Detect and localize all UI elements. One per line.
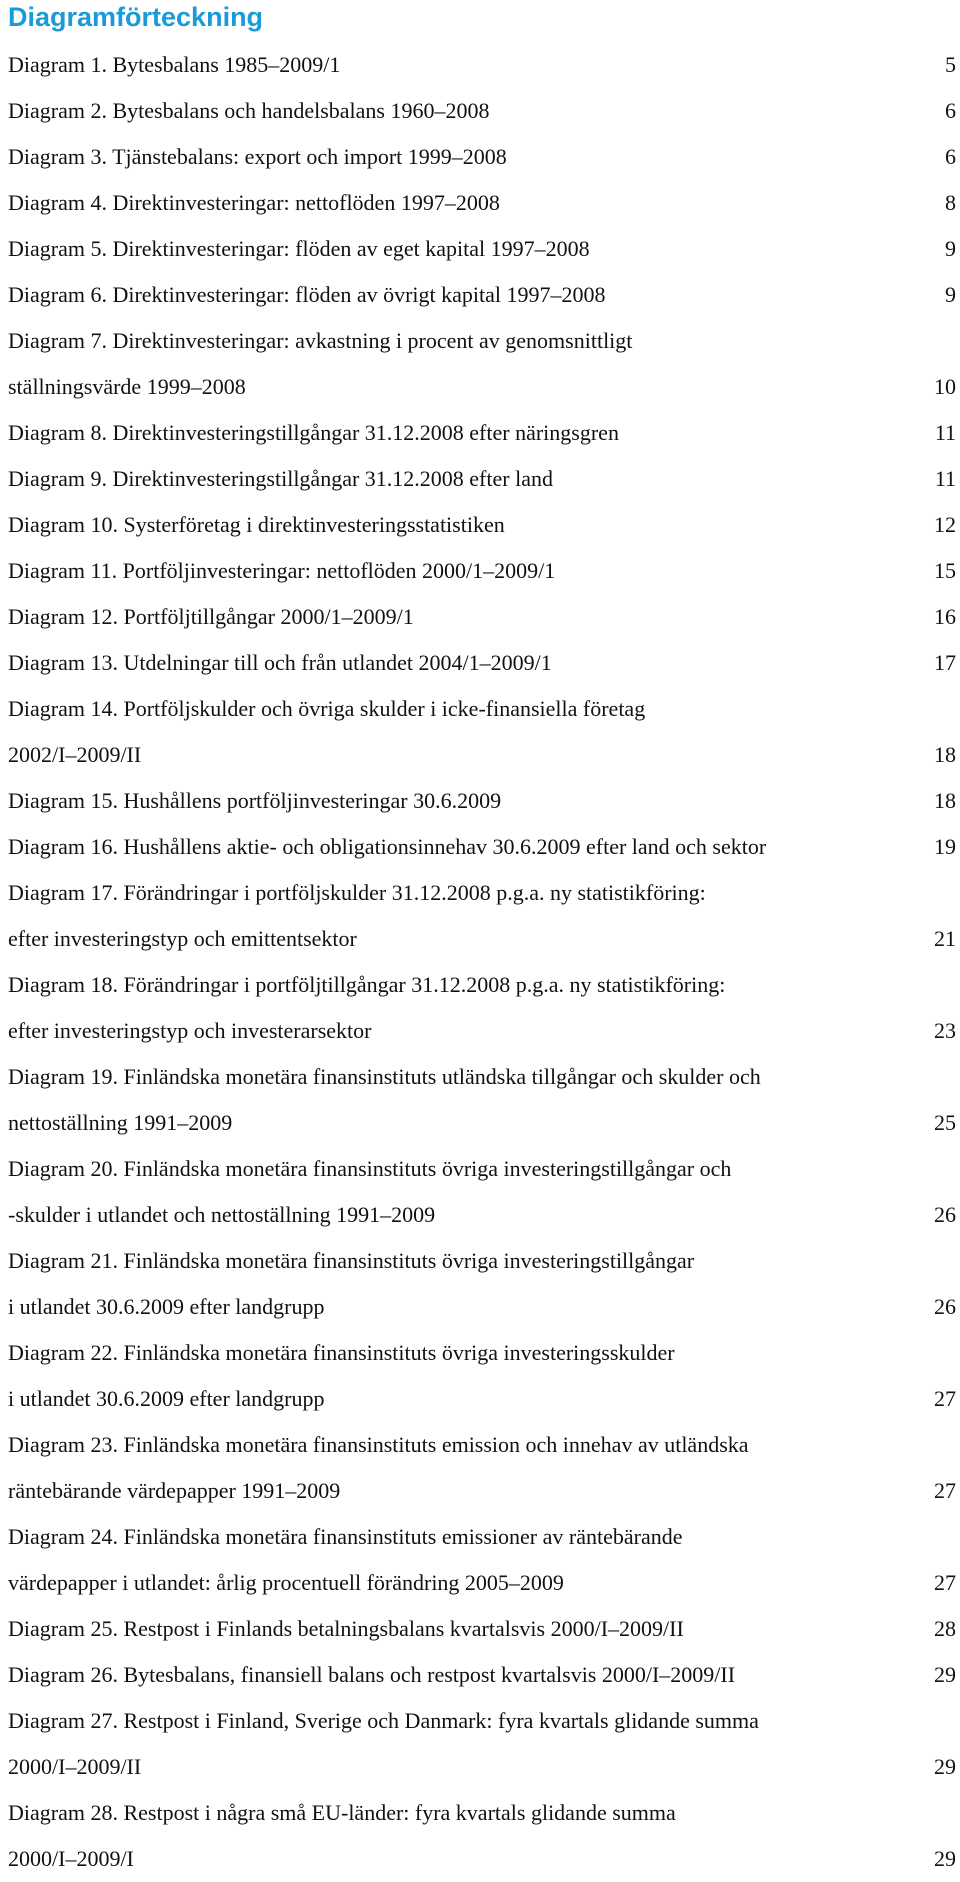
toc-entry-title: 2000/I–2009/II bbox=[8, 1754, 142, 1779]
toc-entry-line bbox=[8, 134, 956, 180]
toc-entry-page-number: 19 bbox=[934, 834, 956, 859]
toc-entry-title: ställningsvärde 1999–2008 bbox=[8, 374, 246, 399]
toc-entry[interactable] bbox=[8, 1422, 956, 1514]
toc-entry-line bbox=[8, 318, 956, 364]
toc-entry-line bbox=[8, 272, 956, 318]
toc-entry-line bbox=[8, 1376, 956, 1422]
toc-entry-page-number: 18 bbox=[934, 788, 956, 813]
toc-entry-title: Diagram 18. Förändringar i portföljtillgångar 31.12.2008 p.g.a. ny statistikföring: bbox=[8, 972, 726, 997]
toc-entry[interactable] bbox=[8, 594, 956, 640]
toc-entry-line bbox=[8, 548, 956, 594]
toc-entry[interactable] bbox=[8, 42, 956, 88]
toc-entry-line bbox=[8, 778, 956, 824]
toc-entry-title: Diagram 15. Hushållens portföljinvesteringar 30.6.2009 bbox=[8, 788, 502, 813]
toc-entry-title: Diagram 20. Finländska monetära finansinstituts övriga investeringstillgångar och bbox=[8, 1156, 732, 1181]
toc-entry-page-number: 27 bbox=[934, 1386, 956, 1411]
toc-entry-title: 2000/I–2009/I bbox=[8, 1846, 134, 1871]
toc-entry-title: Diagram 17. Förändringar i portföljskulder 31.12.2008 p.g.a. ny statistikföring: bbox=[8, 880, 706, 905]
toc-entry[interactable] bbox=[8, 778, 956, 824]
toc-entry-line bbox=[8, 1514, 956, 1560]
toc-entry[interactable] bbox=[8, 318, 956, 410]
toc-entry-page-number: 16 bbox=[934, 604, 956, 629]
toc-entry-line bbox=[8, 410, 956, 456]
toc-entry-line bbox=[8, 824, 956, 870]
toc-entry-title: 2002/I–2009/II bbox=[8, 742, 142, 767]
toc-entry-title: i utlandet 30.6.2009 efter landgrupp bbox=[8, 1386, 325, 1411]
toc-entry-page-number: 5 bbox=[945, 52, 956, 77]
toc-entry-line bbox=[8, 42, 956, 88]
toc-entry-title: Diagram 7. Direktinvesteringar: avkastning i procent av genomsnittligt bbox=[8, 328, 633, 353]
toc-entry[interactable] bbox=[8, 226, 956, 272]
diagram-list bbox=[8, 42, 956, 1882]
toc-entry-title: Diagram 4. Direktinvesteringar: nettoflöden 1997–2008 bbox=[8, 190, 500, 215]
toc-entry-line bbox=[8, 456, 956, 502]
toc-entry[interactable] bbox=[8, 1146, 956, 1238]
toc-entry-page-number: 27 bbox=[934, 1478, 956, 1503]
toc-entry[interactable] bbox=[8, 1790, 956, 1882]
toc-entry-page-number: 10 bbox=[934, 374, 956, 399]
toc-entry-line bbox=[8, 1468, 956, 1514]
toc-entry[interactable] bbox=[8, 1330, 956, 1422]
toc-entry[interactable] bbox=[8, 1606, 956, 1652]
toc-entry-line bbox=[8, 364, 956, 410]
toc-entry[interactable] bbox=[8, 1054, 956, 1146]
toc-entry-line bbox=[8, 1330, 956, 1376]
toc-entry-title: i utlandet 30.6.2009 efter landgrupp bbox=[8, 1294, 325, 1319]
toc-entry-page-number: 18 bbox=[934, 742, 956, 767]
toc-entry-page-number: 17 bbox=[934, 650, 956, 675]
toc-entry-title: Diagram 21. Finländska monetära finansinstituts övriga investeringstillgångar bbox=[8, 1248, 695, 1273]
toc-entry-title: Diagram 26. Bytesbalans, finansiell balans och restpost kvartalsvis 2000/I–2009/II bbox=[8, 1662, 736, 1687]
toc-entry-line bbox=[8, 1790, 956, 1836]
toc-entry-line bbox=[8, 1560, 956, 1606]
toc-entry[interactable] bbox=[8, 548, 956, 594]
toc-entry-title: Diagram 11. Portföljinvesteringar: nettoflöden 2000/1–2009/1 bbox=[8, 558, 556, 583]
toc-entry-title: -skulder i utlandet och nettoställning 1991–2009 bbox=[8, 1202, 436, 1227]
toc-entry-title: Diagram 2. Bytesbalans och handelsbalans 1960–2008 bbox=[8, 98, 490, 123]
toc-entry-title: Diagram 1. Bytesbalans 1985–2009/1 bbox=[8, 52, 341, 77]
toc-entry-title: Diagram 13. Utdelningar till och från utlandet 2004/1–2009/1 bbox=[8, 650, 552, 675]
toc-entry-line bbox=[8, 1606, 956, 1652]
toc-entry-line bbox=[8, 916, 956, 962]
toc-entry-page-number: 25 bbox=[934, 1110, 956, 1135]
toc-entry[interactable] bbox=[8, 410, 956, 456]
toc-entry[interactable] bbox=[8, 134, 956, 180]
toc-entry-title: Diagram 25. Restpost i Finlands betalningsbalans kvartalsvis 2000/I–2009/II bbox=[8, 1616, 684, 1641]
toc-entry-page-number: 11 bbox=[934, 466, 956, 491]
toc-entry-title: efter investeringstyp och emittentsektor bbox=[8, 926, 357, 951]
toc-entry-page-number: 29 bbox=[934, 1846, 956, 1871]
toc-entry[interactable] bbox=[8, 1238, 956, 1330]
toc-entry-page-number: 11 bbox=[934, 420, 956, 445]
toc-entry-page-number: 23 bbox=[934, 1018, 956, 1043]
toc-entry-title: Diagram 5. Direktinvesteringar: flöden av eget kapital 1997–2008 bbox=[8, 236, 590, 261]
toc-entry-line bbox=[8, 686, 956, 732]
toc-entry[interactable] bbox=[8, 640, 956, 686]
toc-entry[interactable] bbox=[8, 1514, 956, 1606]
toc-entry-page-number: 28 bbox=[934, 1616, 956, 1641]
toc-entry-line bbox=[8, 1192, 956, 1238]
toc-entry-line bbox=[8, 1100, 956, 1146]
toc-entry-title: Diagram 8. Direktinvesteringstillgångar 31.12.2008 efter näringsgren bbox=[8, 420, 619, 445]
toc-entry-title: Diagram 10. Systerföretag i direktinvesteringsstatistiken bbox=[8, 512, 505, 537]
toc-entry-line bbox=[8, 962, 956, 1008]
toc-entry-page-number: 9 bbox=[945, 282, 956, 307]
toc-entry-page-number: 27 bbox=[934, 1570, 956, 1595]
toc-entry-title: Diagram 9. Direktinvesteringstillgångar 31.12.2008 efter land bbox=[8, 466, 553, 491]
toc-entry-line bbox=[8, 1238, 956, 1284]
toc-entry[interactable] bbox=[8, 1698, 956, 1790]
toc-entry-title: Diagram 14. Portföljskulder och övriga skulder i icke-finansiella företag bbox=[8, 696, 646, 721]
toc-entry-line bbox=[8, 1284, 956, 1330]
toc-entry-page-number: 6 bbox=[945, 144, 956, 169]
toc-entry-page-number: 26 bbox=[934, 1294, 956, 1319]
toc-entry-line bbox=[8, 732, 956, 778]
toc-entry-line bbox=[8, 594, 956, 640]
toc-entry-line bbox=[8, 640, 956, 686]
toc-entry-title: Diagram 12. Portföljtillgångar 2000/1–2009/1 bbox=[8, 604, 414, 629]
toc-entry[interactable] bbox=[8, 456, 956, 502]
toc-entry-title: Diagram 3. Tjänstebalans: export och import 1999–2008 bbox=[8, 144, 507, 169]
toc-entry[interactable] bbox=[8, 88, 956, 134]
toc-entry-page-number: 21 bbox=[934, 926, 956, 951]
toc-entry[interactable] bbox=[8, 180, 956, 226]
toc-entry-title: Diagram 6. Direktinvesteringar: flöden av övrigt kapital 1997–2008 bbox=[8, 282, 606, 307]
toc-entry-line bbox=[8, 88, 956, 134]
toc-entry-line bbox=[8, 1836, 956, 1882]
toc-entry-title: Diagram 24. Finländska monetära finansinstituts emissioner av räntebärande bbox=[8, 1524, 683, 1549]
toc-entry-line bbox=[8, 1422, 956, 1468]
toc-heading: Diagramförteckning bbox=[8, 2, 264, 32]
toc-entry-line bbox=[8, 502, 956, 548]
toc-entry-title: efter investeringstyp och investerarsektor bbox=[8, 1018, 372, 1043]
toc-entry[interactable] bbox=[8, 824, 956, 870]
toc-entry[interactable] bbox=[8, 962, 956, 1054]
toc-entry[interactable] bbox=[8, 870, 956, 962]
toc-entry[interactable] bbox=[8, 686, 956, 778]
toc-entry[interactable] bbox=[8, 272, 956, 318]
toc-entry-title: nettoställning 1991–2009 bbox=[8, 1110, 233, 1135]
toc-entry-line bbox=[8, 1054, 956, 1100]
toc-entry-line bbox=[8, 226, 956, 272]
toc-entry-page-number: 15 bbox=[934, 558, 956, 583]
toc-entry-page-number: 8 bbox=[945, 190, 956, 215]
toc-entry-page-number: 29 bbox=[934, 1754, 956, 1779]
toc-entry-page-number: 6 bbox=[945, 98, 956, 123]
toc-entry-line bbox=[8, 1008, 956, 1054]
toc-entry-line bbox=[8, 1744, 956, 1790]
toc-entry-title: Diagram 22. Finländska monetära finansinstituts övriga investeringsskulder bbox=[8, 1340, 675, 1365]
toc-entry-title: Diagram 19. Finländska monetära finansinstituts utländska tillgångar och skulder och bbox=[8, 1064, 761, 1089]
toc-entry-title: Diagram 16. Hushållens aktie- och obligationsinnehav 30.6.2009 efter land och sektor bbox=[8, 834, 767, 859]
toc-entry-page-number: 29 bbox=[934, 1662, 956, 1687]
toc-entry-title: räntebärande värdepapper 1991–2009 bbox=[8, 1478, 341, 1503]
toc-entry-line bbox=[8, 1146, 956, 1192]
toc-entry-title: Diagram 28. Restpost i några små EU-länder: fyra kvartals glidande summa bbox=[8, 1800, 676, 1825]
toc-entry-title: värdepapper i utlandet: årlig procentuell förändring 2005–2009 bbox=[8, 1570, 564, 1595]
toc-entry[interactable] bbox=[8, 502, 956, 548]
toc-entry-page-number: 12 bbox=[934, 512, 956, 537]
toc-entry-line bbox=[8, 1698, 956, 1744]
toc-entry-title: Diagram 23. Finländska monetära finansinstituts emission och innehav av utländska bbox=[8, 1432, 749, 1457]
toc-entry-page-number: 9 bbox=[945, 236, 956, 261]
toc-entry-line bbox=[8, 870, 956, 916]
toc-entry-title: Diagram 27. Restpost i Finland, Sverige och Danmark: fyra kvartals glidande summa bbox=[8, 1708, 759, 1733]
toc-entry-line bbox=[8, 1652, 956, 1698]
toc-entry-page-number: 26 bbox=[934, 1202, 956, 1227]
toc-entry[interactable] bbox=[8, 1652, 956, 1698]
toc-entry-line bbox=[8, 180, 956, 226]
